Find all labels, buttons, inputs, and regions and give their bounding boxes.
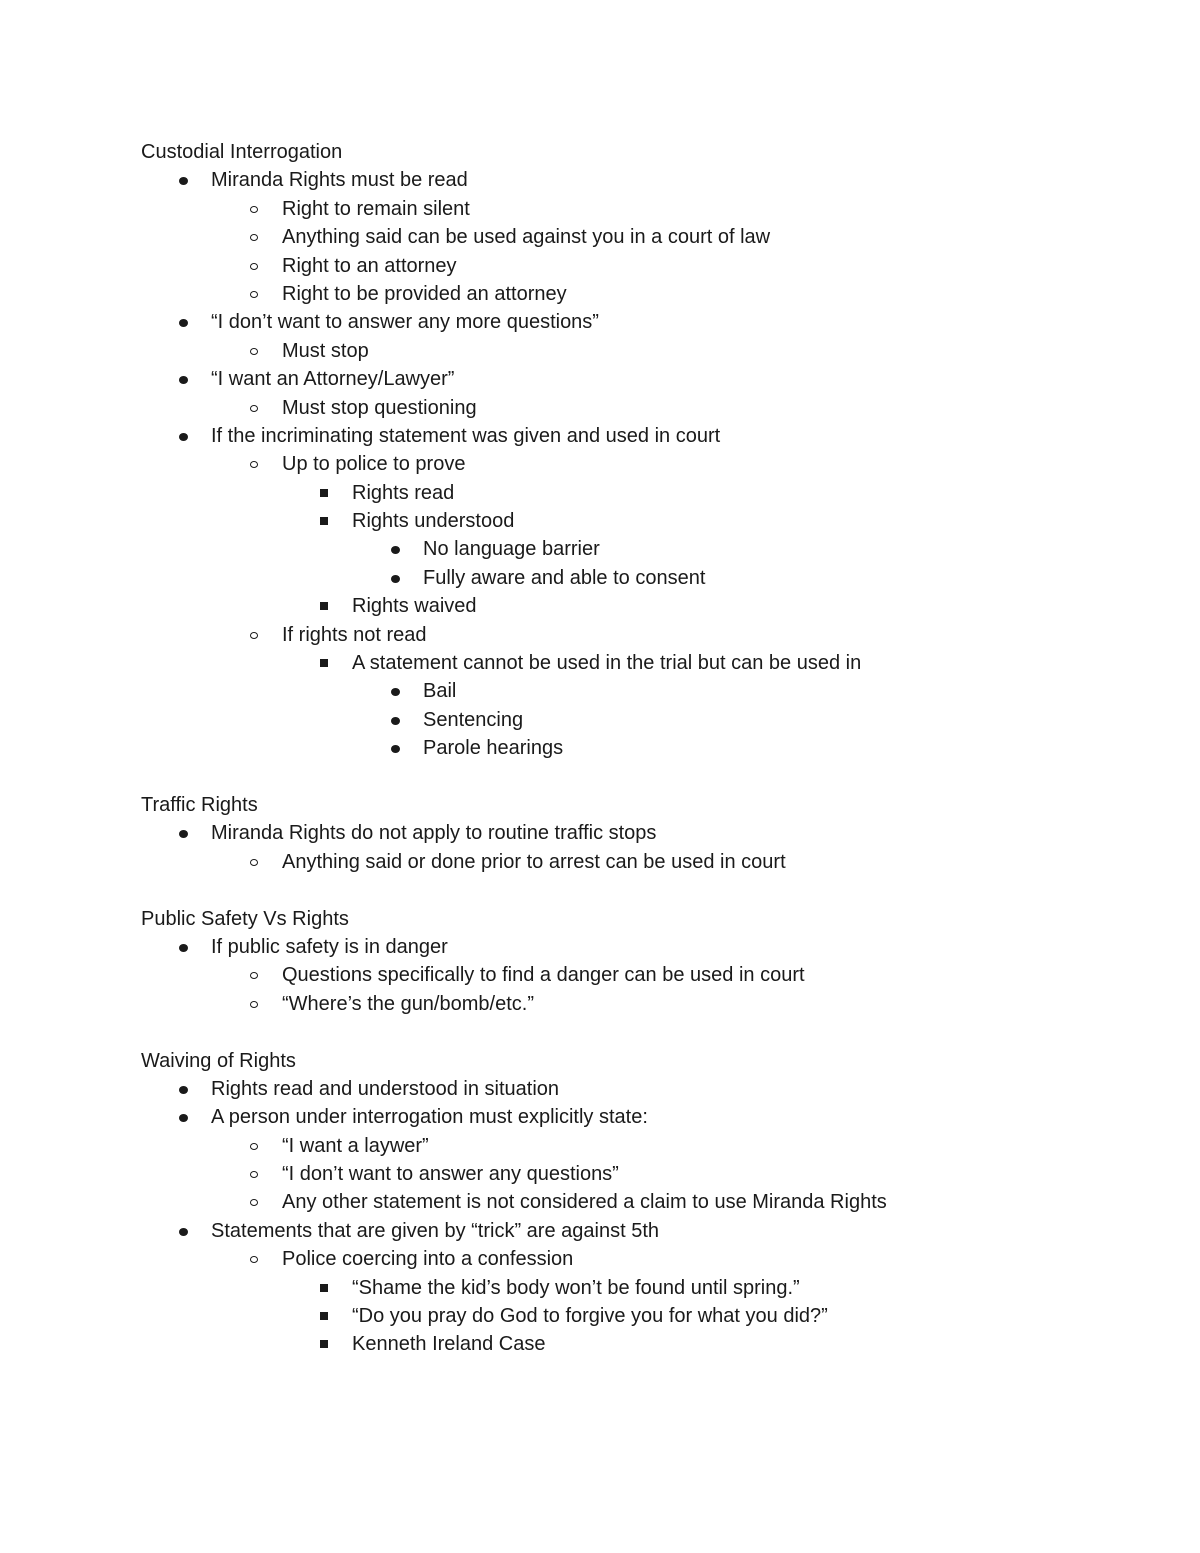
section-heading-text: Public Safety Vs Rights <box>141 907 349 930</box>
list-item <box>0 365 1200 393</box>
bullet-square-icon <box>314 479 334 507</box>
bullet-square-icon <box>314 649 334 677</box>
bullet-dot-icon <box>385 734 405 762</box>
list-item <box>0 1330 1200 1358</box>
list-item <box>0 1217 1200 1245</box>
list-item <box>0 252 1200 280</box>
list-item <box>0 280 1200 308</box>
bullet-dot-icon <box>385 535 405 563</box>
list-item-text: Bail <box>423 680 457 703</box>
list-item-text: Up to police to prove <box>282 453 466 476</box>
list-item <box>0 337 1200 365</box>
list-item <box>0 848 1200 876</box>
section-heading <box>0 1047 1200 1075</box>
bullet-dot-icon <box>173 365 193 393</box>
bullet-dot-icon <box>173 1075 193 1103</box>
list-item <box>0 564 1200 592</box>
list-item <box>0 592 1200 620</box>
list-item-text: Police coercing into a confession <box>282 1248 574 1271</box>
section-heading-text: Traffic Rights <box>141 793 258 816</box>
list-item-text: If public safety is in danger <box>211 935 448 958</box>
list-item <box>0 933 1200 961</box>
list-item <box>0 394 1200 422</box>
list-item <box>0 706 1200 734</box>
list-item <box>0 961 1200 989</box>
list-item-text: “I want a laywer” <box>282 1134 429 1157</box>
bullet-dot-icon <box>173 1217 193 1245</box>
list-item-text: “Do you pray do God to forgive you for what you did?” <box>352 1305 828 1328</box>
list-item <box>0 1274 1200 1302</box>
bullet-circle-icon <box>244 848 264 876</box>
list-item-text: Right to be provided an attorney <box>282 282 567 305</box>
bullet-circle-icon <box>244 252 264 280</box>
list-item-text: “I want an Attorney/Lawyer” <box>211 368 455 391</box>
blank-line <box>0 763 1200 791</box>
list-item <box>0 990 1200 1018</box>
bullet-dot-icon <box>385 706 405 734</box>
list-item <box>0 734 1200 762</box>
list-item-text: “I don’t want to answer any more questions” <box>211 311 599 334</box>
list-item <box>0 166 1200 194</box>
bullet-circle-icon <box>244 1160 264 1188</box>
list-item-text: If the incriminating statement was given and used in court <box>211 424 721 447</box>
bullet-square-icon <box>314 1302 334 1330</box>
bullet-circle-icon <box>244 621 264 649</box>
section-heading-text: Waiving of Rights <box>141 1049 296 1072</box>
list-item-text: “Shame the kid’s body won’t be found until spring.” <box>352 1276 800 1299</box>
bullet-square-icon <box>314 1274 334 1302</box>
bullet-dot-icon <box>173 933 193 961</box>
section-heading <box>0 138 1200 166</box>
list-item <box>0 195 1200 223</box>
list-item-text: “I don’t want to answer any questions” <box>282 1163 619 1186</box>
bullet-dot-icon <box>173 1103 193 1131</box>
list-item-text: Miranda Rights do not apply to routine traffic stops <box>211 822 657 845</box>
bullet-square-icon <box>314 1330 334 1358</box>
list-item-text: A statement cannot be used in the trial but can be used in <box>352 652 862 675</box>
section-heading <box>0 905 1200 933</box>
bullet-circle-icon <box>244 990 264 1018</box>
bullet-circle-icon <box>244 1132 264 1160</box>
list-item <box>0 308 1200 336</box>
blank-line <box>0 876 1200 904</box>
list-item <box>0 1302 1200 1330</box>
bullet-dot-icon <box>173 166 193 194</box>
list-item <box>0 507 1200 535</box>
list-item <box>0 1075 1200 1103</box>
list-item-text: Parole hearings <box>423 737 564 760</box>
bullet-circle-icon <box>244 394 264 422</box>
list-item-text: Kenneth Ireland Case <box>352 1333 546 1356</box>
bullet-circle-icon <box>244 961 264 989</box>
list-item-text: Rights understood <box>352 510 515 533</box>
bullet-square-icon <box>314 592 334 620</box>
list-item-text: Miranda Rights must be read <box>211 169 468 192</box>
blank-line <box>0 1018 1200 1046</box>
list-item <box>0 677 1200 705</box>
list-item-text: No language barrier <box>423 538 600 561</box>
list-item-text: Rights read <box>352 481 455 504</box>
list-item <box>0 479 1200 507</box>
bullet-circle-icon <box>244 1188 264 1216</box>
list-item-text: Right to remain silent <box>282 197 470 220</box>
list-item-text: Anything said or done prior to arrest can be used in court <box>282 850 786 873</box>
list-item-text: Questions specifically to find a danger can be used in court <box>282 964 805 987</box>
list-item-text: “Where’s the gun/bomb/etc.” <box>282 992 534 1015</box>
list-item <box>0 422 1200 450</box>
list-item-text: Any other statement is not considered a claim to use Miranda Rights <box>282 1191 887 1214</box>
list-item <box>0 1188 1200 1216</box>
bullet-dot-icon <box>173 422 193 450</box>
list-item-text: If rights not read <box>282 623 427 646</box>
list-item-text: Anything said can be used against you in a court of law <box>282 226 771 249</box>
bullet-dot-icon <box>173 308 193 336</box>
list-item <box>0 535 1200 563</box>
bullet-dot-icon <box>385 677 405 705</box>
list-item <box>0 1160 1200 1188</box>
bullet-circle-icon <box>244 1245 264 1273</box>
list-item <box>0 1245 1200 1273</box>
bullet-circle-icon <box>244 223 264 251</box>
list-item <box>0 1103 1200 1131</box>
list-item-text: Rights read and understood in situation <box>211 1077 560 1100</box>
list-item <box>0 621 1200 649</box>
bullet-circle-icon <box>244 195 264 223</box>
section-heading <box>0 791 1200 819</box>
list-item-text: Rights waived <box>352 595 477 618</box>
bullet-circle-icon <box>244 337 264 365</box>
bullet-circle-icon <box>244 280 264 308</box>
list-item-text: Must stop <box>282 339 369 362</box>
list-item <box>0 649 1200 677</box>
section-heading-text: Custodial Interrogation <box>141 141 343 163</box>
list-item <box>0 450 1200 478</box>
list-item-text: Must stop questioning <box>282 396 477 419</box>
list-item-text: Statements that are given by “trick” are against 5th <box>211 1219 659 1242</box>
list-item-text: Right to an attorney <box>282 254 457 277</box>
list-item-text: Fully aware and able to consent <box>423 566 706 589</box>
list-item-text: Sentencing <box>423 708 524 731</box>
list-item-text: A person under interrogation must explicitly state: <box>211 1106 648 1129</box>
bullet-dot-icon <box>385 564 405 592</box>
list-item <box>0 819 1200 847</box>
bullet-circle-icon <box>244 450 264 478</box>
bullet-dot-icon <box>173 819 193 847</box>
document-page <box>0 138 1200 1359</box>
list-item <box>0 223 1200 251</box>
bullet-square-icon <box>314 507 334 535</box>
list-item <box>0 1132 1200 1160</box>
